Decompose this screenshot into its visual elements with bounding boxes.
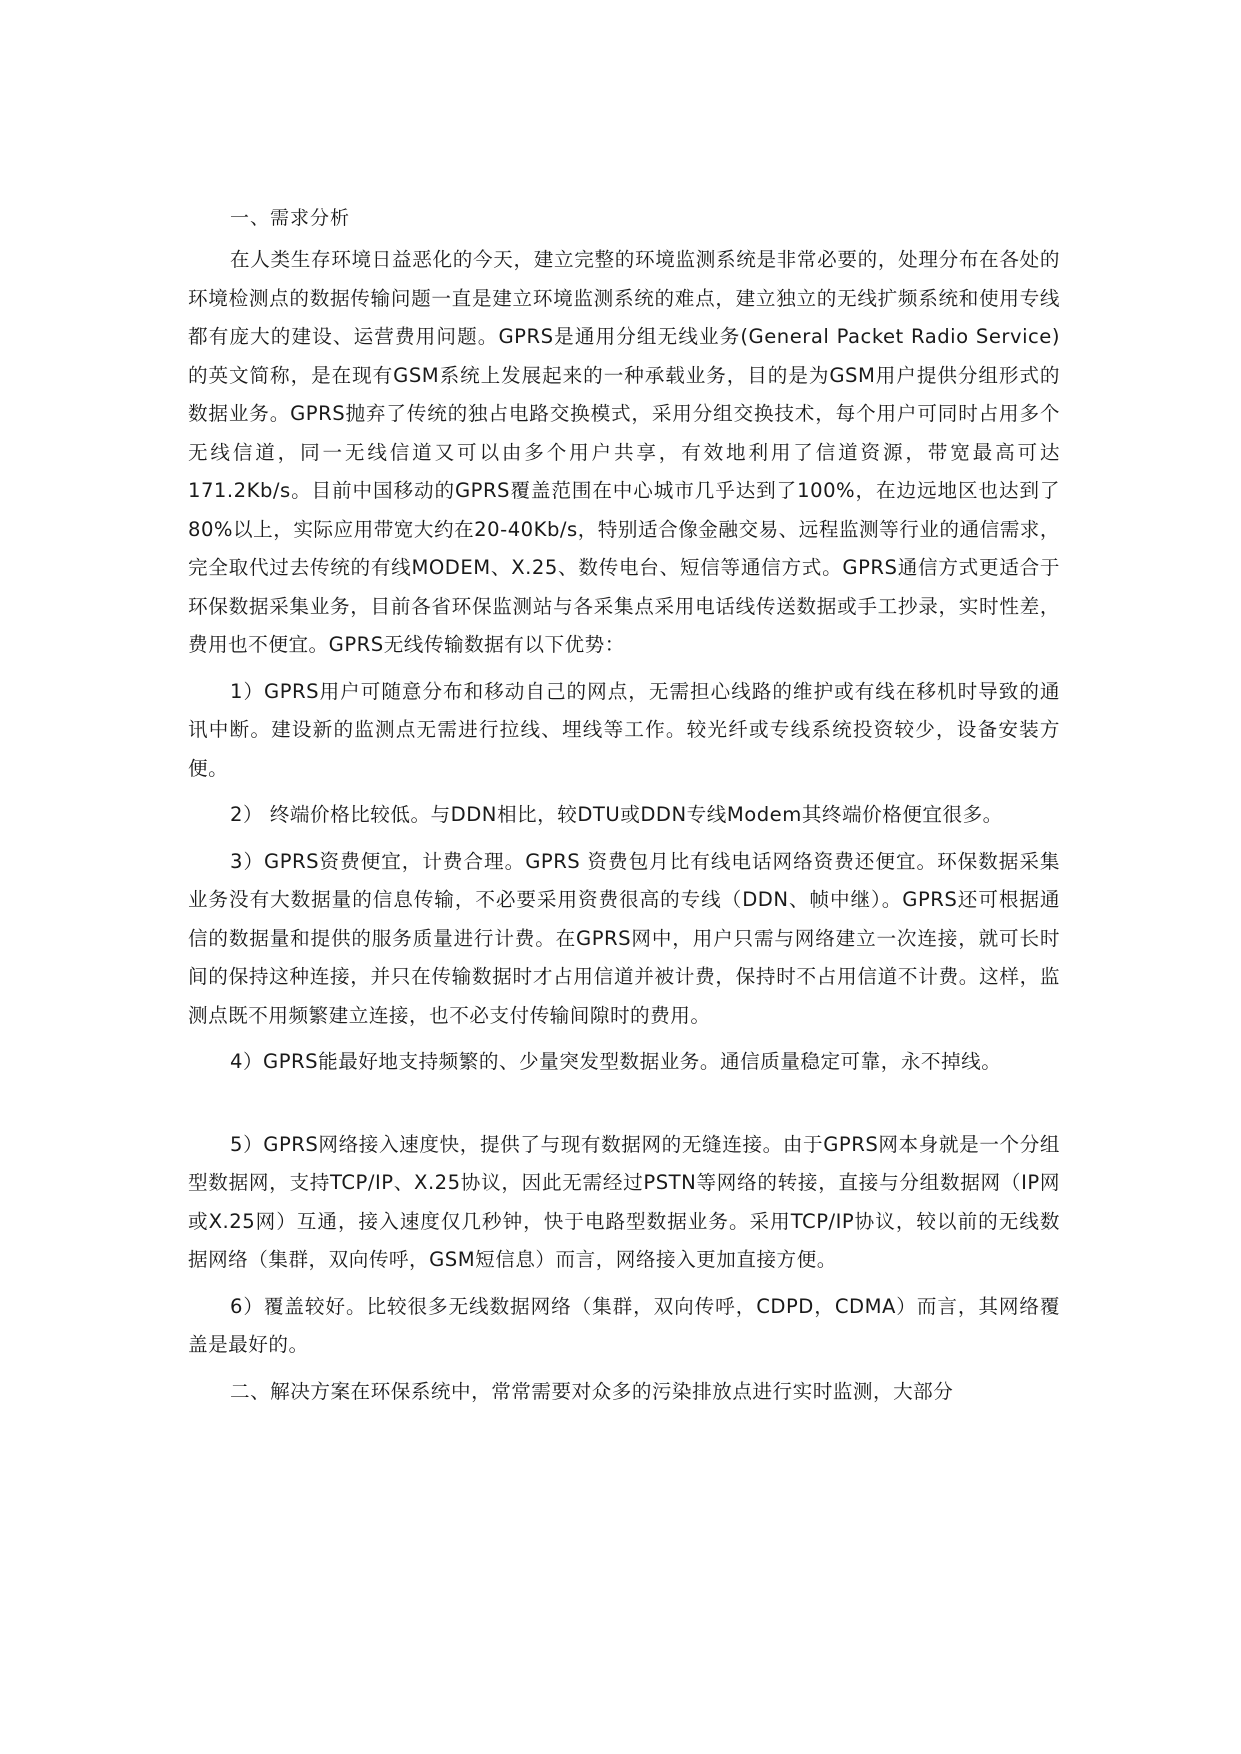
advantage-item-3: 3）GPRS资费便宜，计费合理。GPRS 资费包月比有线电话网络资费还便宜。环保数据采集业务没有大数据量的信息传输，不必要采用资费很高的专线（DDN、帧中继）。GPRS还可根据通信的数据量和提供的服务质量进行计费。在GPRS网中，用户只需与网络建立一次连接，就可长时间的保持这种连接，并只在传输数据时才占用信道并被计费，保持时不占用信道不计费。这样，监测点既不用频繁建立连接，也不必支付传输间隙时的费用。 [188, 849, 1060, 1027]
advantage-item-6: 6）覆盖较好。比较很多无线数据网络（集群，双向传呼，CDPD，CDMA）而言，其网络覆盖是最好的。 [188, 1294, 1060, 1356]
advantage-item-1: 1）GPRS用户可随意分布和移动自己的网点，无需担心线路的维护或有线在移机时导致的通讯中断。建设新的监测点无需进行拉线、埋线等工作。较光纤或专线系统投资较少，设备安装方便。 [188, 679, 1060, 780]
advantage-item-4: 4）GPRS能最好地支持频繁的、少量突发型数据业务。通信质量稳定可靠，永不掉线。 [230, 1050, 1002, 1073]
document-body [188, 203, 1060, 1411]
advantage-item-5: 5）GPRS网络接入速度快，提供了与现有数据网的无缝连接。由于GPRS网本身就是一个分组型数据网，支持TCP/IP、X.25协议，因此无需经过PSTN等网络的转接，直接与分组数据网（IP网或X.25网）互通，接入速度仅几秒钟，快于电路型数据业务。采用TCP/IP协议，较以前的无线数据网络（集群，双向传呼，GSM短信息）而言，网络接入更加直接方便。 [188, 1132, 1060, 1271]
section-heading-demand-analysis: 一、需求分析 [230, 207, 351, 229]
intro-paragraph: 在人类生存环境日益恶化的今天，建立完整的环境监测系统是非常必要的，处理分布在各处的环境检测点的数据传输问题一直是建立环境监测系统的难点，建立独立的无线扩频系统和使用专线都有庞大的建设、运营费用问题。GPRS是通用分组无线业务(General Packet Radio Service)的英文简称，是在现有GSM系统上发展起来的一种承载业务，目的是为GSM用户提供分组形式的数据业务。GPRS抛弃了传统的独占电路交换模式，采用分组交换技术，每个用户可同时占用多个无线信道，同一无线信道又可以由多个用户共享，有效地利用了信道资源，带宽最高可达171.2Kb/s。目前中国移动的GPRS覆盖范围在中心城市几乎达到了100%，在边远地区也达到了80%以上，实际应用带宽大约在20-40Kb/s，特别适合像金融交易、远程监测等行业的通信需求，完全取代过去传统的有线MODEM、X.25、数传电台、短信等通信方式。GPRS通信方式更适合于环保数据采集业务，目前各省环保监测站与各采集点采用电话线传送数据或手工抄录，实时性差，费用也不便宜。GPRS无线传输数据有以下优势： [188, 248, 1060, 656]
advantage-item-2: 2） 终端价格比较低。与DDN相比，较DTU或DDN专线Modem其终端价格便宜很多。 [230, 803, 1003, 826]
section-heading-solution: 二、解决方案在环保系统中，常常需要对众多的污染排放点进行实时监测，大部分 [230, 1379, 954, 1403]
